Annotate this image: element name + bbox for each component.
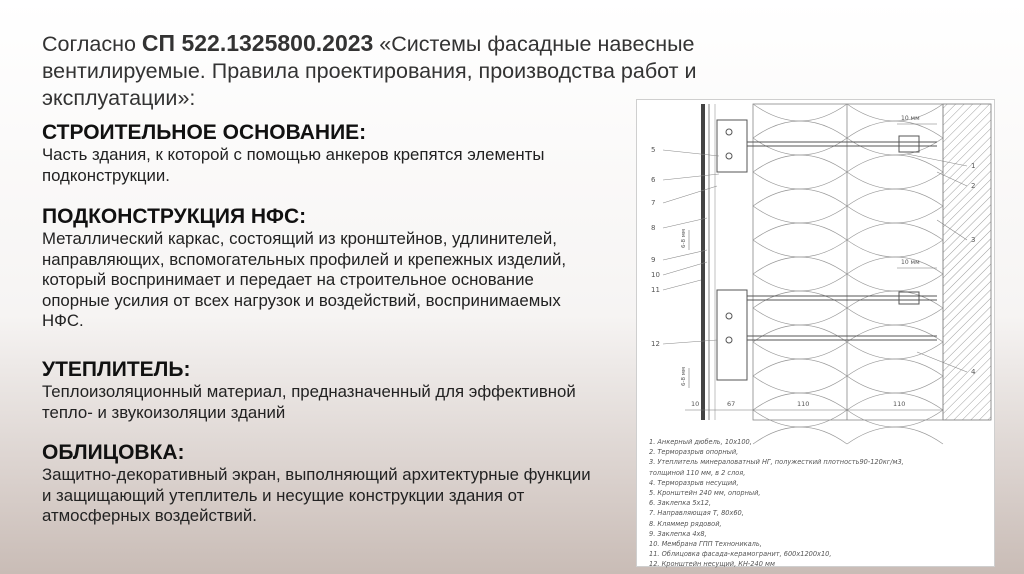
dimension-label: 10 xyxy=(691,400,700,408)
section-heading: СТРОИТЕЛЬНОЕ ОСНОВАНИЕ: xyxy=(42,121,367,144)
callout-label: 11 xyxy=(651,286,660,294)
dimension-label: 110 xyxy=(893,400,906,408)
legend-item: 4. Терморазрыв несущий, xyxy=(649,478,739,487)
legend-item: 1. Анкерный дюбель, 10х100, xyxy=(649,438,752,446)
section-heading: ПОДКОНСТРУКЦИЯ НФС: xyxy=(42,205,307,228)
wall-hatch xyxy=(943,104,991,420)
callout-label: 6 xyxy=(651,176,656,184)
callout-label: 7 xyxy=(651,199,656,207)
section-cladding xyxy=(42,441,602,527)
callout-label: 2 xyxy=(971,182,976,190)
callout-label: 1 xyxy=(971,162,976,170)
bracket-top xyxy=(717,120,937,172)
section-body: Часть здания, к которой с помощью анкеров крепятся элементы подконструкции. xyxy=(42,145,545,185)
legend-item: 2. Терморазрыв опорный, xyxy=(649,448,739,457)
legend-item: 11. Облицовка фасада-керамогранит, 600х1200х10, xyxy=(649,550,832,559)
dimension-label: 110 xyxy=(797,400,810,408)
section-heading: УТЕПЛИТЕЛЬ: xyxy=(42,358,191,381)
drawing-legend xyxy=(649,437,989,570)
section-body: Теплоизоляционный материал, предназначенный для эффективной тепло- и звукоизоляции зданий xyxy=(42,382,576,422)
legend-item: 12. Кронштейн несущий, КН-240 мм xyxy=(649,560,775,569)
dimension-vertical-1: 6-8 мм xyxy=(681,228,687,248)
legend-item: 10. Мембрана ГПП Техноникаль, xyxy=(649,540,762,549)
callout-label: 3 xyxy=(971,236,976,244)
callout-label: 9 xyxy=(651,256,656,264)
dimension-label: 67 xyxy=(727,400,736,408)
dimension-vertical-2: 6-8 мм xyxy=(681,366,687,386)
legend-item: 3. Утеплитель минераловатный НГ, полужесткий плотность90-120кг/м3, xyxy=(649,458,904,467)
legend-item: 8. Кляммер рядовой, xyxy=(649,519,722,528)
section-building-base xyxy=(42,121,602,186)
callout-label: 10 xyxy=(651,271,660,279)
legend-item: 7. Направляющая Т, 80х60, xyxy=(649,509,744,518)
legend-item: 6. Заклепка 5х12, xyxy=(649,499,711,508)
callout-label: 12 xyxy=(651,340,660,348)
dimension-mid: 10 мм xyxy=(901,259,920,266)
dimension-top: 10 мм xyxy=(901,115,920,122)
callout-leaders-left xyxy=(663,150,719,344)
section-insulation xyxy=(42,358,602,423)
callout-label: 8 xyxy=(651,224,656,232)
title-prefix: Согласно xyxy=(42,32,142,56)
callout-label: 4 xyxy=(971,368,976,376)
cladding-layer xyxy=(701,104,705,420)
section-body: Металлический каркас, состоящий из кронштейнов, удлинителей, направляющих, вспомогательных профилей и крепежных изделий, который воспринимает и передает на строительное основание опорные усилия от всех нагрузок и воздействий, воспринимаемых НФС. xyxy=(42,229,567,330)
legend-item: 9. Заклепка 4х8, xyxy=(649,529,707,538)
section-heading: ОБЛИЦОВКА: xyxy=(42,441,185,464)
dimension-lines xyxy=(685,124,943,410)
bracket-bottom xyxy=(717,290,937,380)
insulation-pattern xyxy=(753,104,943,444)
section-body: Защитно-декоративный экран, выполняющий архитектурные функции и защищающий утеплитель и несущие конструкции здания от атмосферных воздействий. xyxy=(42,465,591,525)
legend-item: толщиной 110 мм, в 2 слоя, xyxy=(649,468,746,477)
section-substructure xyxy=(42,205,602,332)
title-suffix: «Системы фасадные навесные вентилируемые. Правила проектирования, производства работ и эксплуатации»: xyxy=(42,32,697,110)
callout-label: 5 xyxy=(651,146,656,154)
legend-item: 5. Кронштейн 240 мм, опорный, xyxy=(649,489,761,498)
standard-code: СП 522.1325800.2023 xyxy=(141,30,374,56)
